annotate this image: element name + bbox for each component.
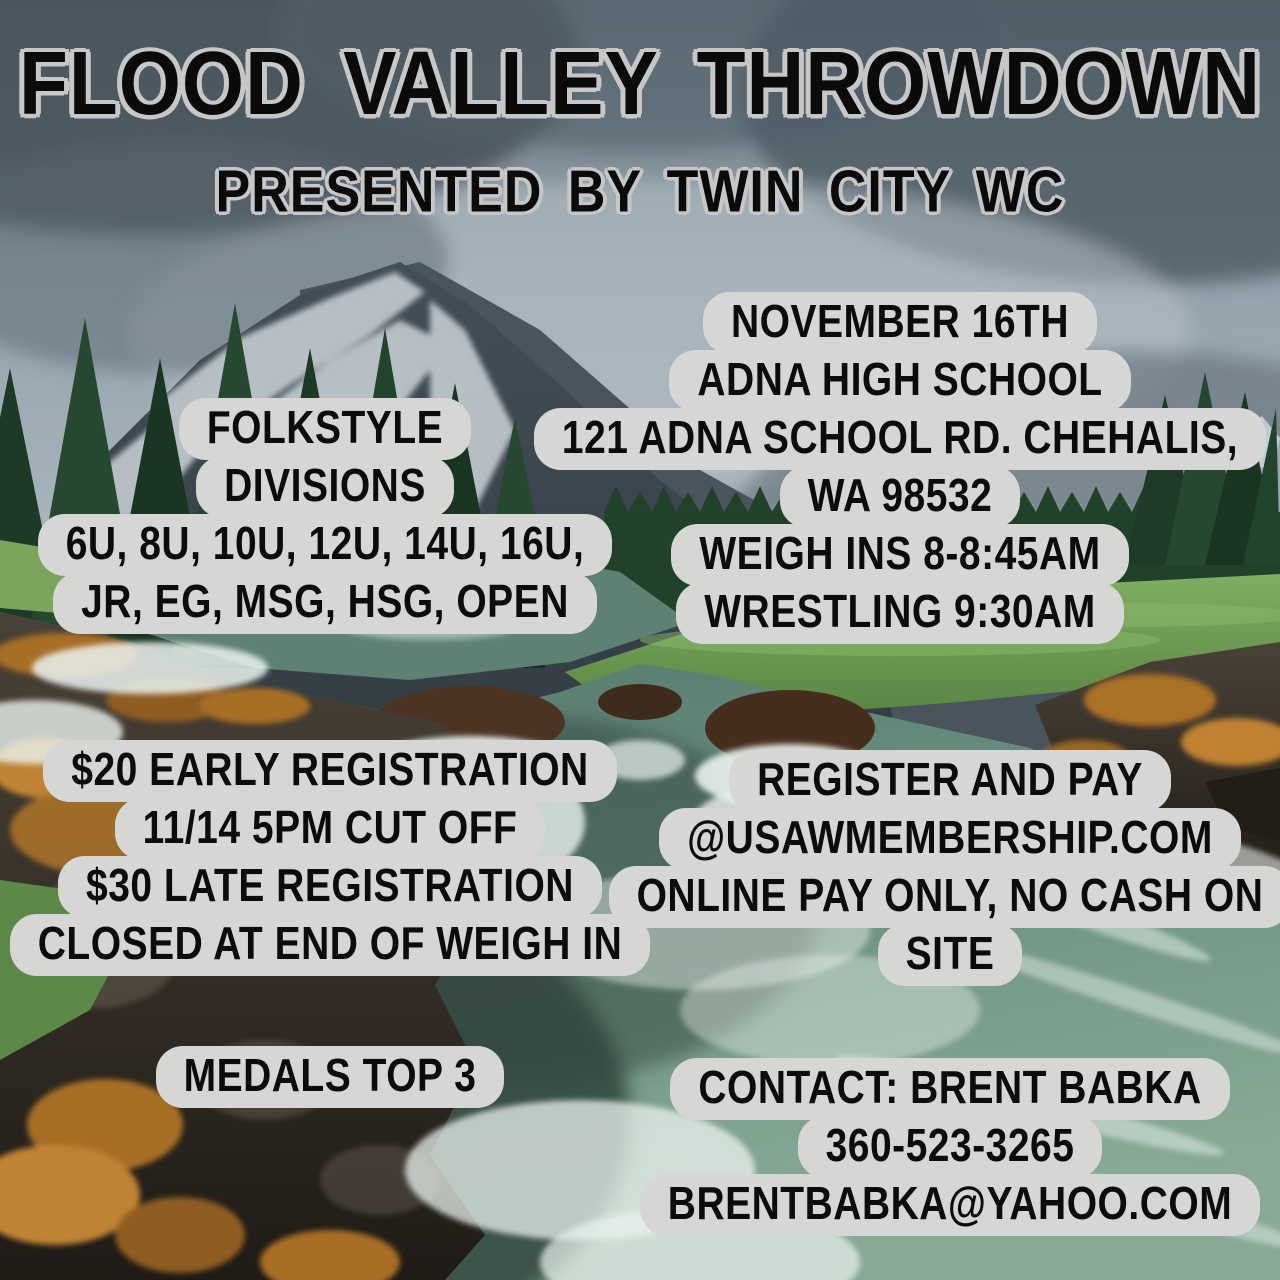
online-pay-only-line: ONLINE PAY ONLY, NO CASH ON <box>609 866 1280 928</box>
weigh-in-time-line: WEIGH INS 8-8:45AM <box>671 524 1128 586</box>
event-address-line: 121 ADNA SCHOOL RD. CHEHALIS, <box>534 408 1266 470</box>
payment-block <box>630 750 1270 986</box>
medals-line: MEDALS TOP 3 <box>156 1046 505 1108</box>
contact-block <box>630 1058 1270 1236</box>
divisions-age-groups-line-2: JR, EG, MSG, HSG, OPEN <box>53 572 597 634</box>
wrestling-time-line: WRESTLING 9:30AM <box>676 582 1124 644</box>
awards-block <box>20 1046 640 1108</box>
registration-close-line: CLOSED AT END OF WEIGH IN <box>10 914 651 976</box>
event-venue-line: ADNA HIGH SCHOOL <box>669 350 1130 412</box>
event-address-line-2: WA 98532 <box>780 466 1021 528</box>
presented-by-text: PRESENTED BY TWIN CITY WC <box>215 158 1065 226</box>
event-date-line: NOVEMBER 16TH <box>703 292 1097 354</box>
register-and-pay-line: REGISTER AND PAY <box>729 750 1171 812</box>
page-subtitle <box>0 158 1280 226</box>
divisions-heading-line: FOLKSTYLE <box>179 398 471 460</box>
divisions-heading-line-2: DIVISIONS <box>196 456 454 518</box>
event-title-text: FLOOD VALLEY THROWDOWN <box>18 33 1262 134</box>
divisions-block <box>10 398 640 634</box>
early-registration-line: $20 EARLY REGISTRATION <box>43 740 616 802</box>
registration-block <box>10 740 650 976</box>
contact-phone-line: 360-523-3265 <box>798 1116 1103 1178</box>
cutoff-line: 11/14 5PM CUT OFF <box>115 798 546 860</box>
contact-email-line: BRENTBABKA@YAHOO.COM <box>640 1174 1260 1236</box>
divisions-age-groups-line: 6U, 8U, 10U, 12U, 14U, 16U, <box>38 514 613 576</box>
payment-website-line: @USAWMEMBERSHIP.COM <box>659 808 1241 870</box>
page-title <box>0 33 1280 134</box>
contact-name-line: CONTACT: BRENT BABKA <box>670 1058 1229 1120</box>
online-pay-only-line-2: SITE <box>878 924 1023 986</box>
late-registration-line: $30 LATE REGISTRATION <box>58 856 602 918</box>
